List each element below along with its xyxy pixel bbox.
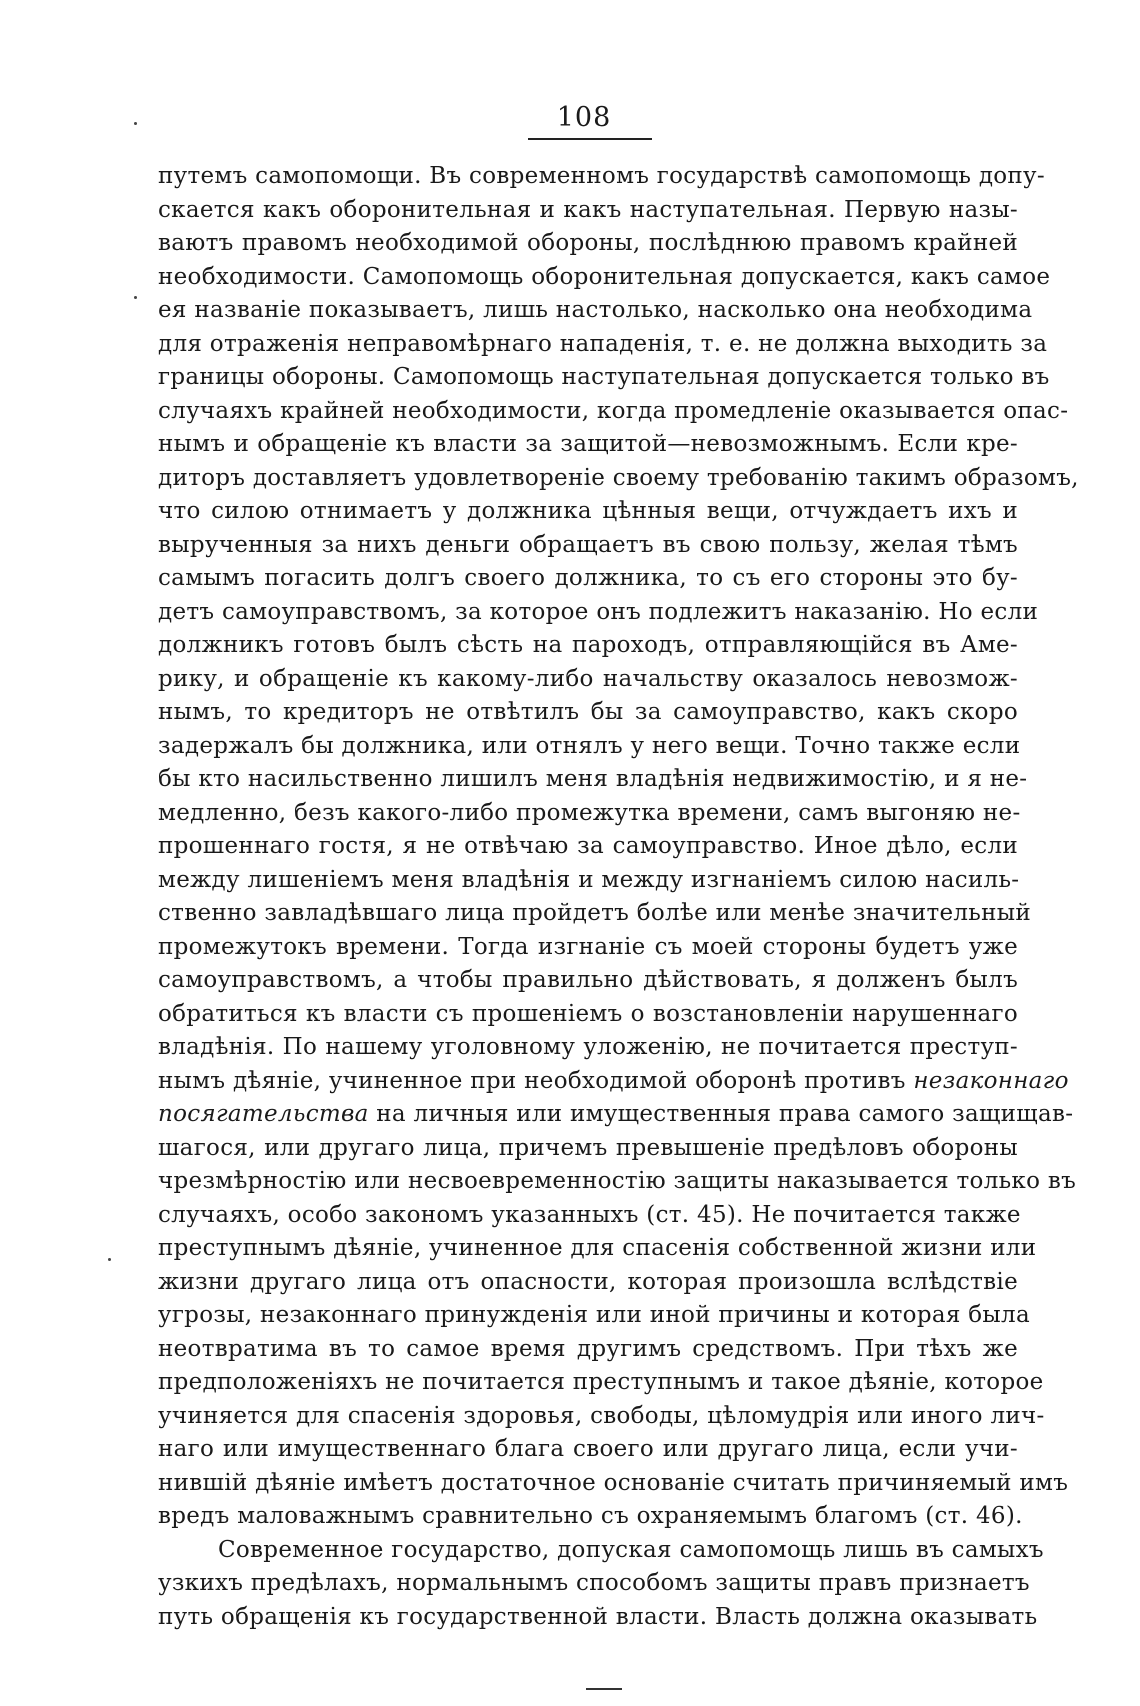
text-line: прошеннаго гостя, я не отвѣчаю за самоуправство. Иное дѣло, если [158, 833, 1018, 859]
text-line: случаяхъ, особо закономъ указанныхъ (ст. 45). Не почитается также [158, 1201, 1021, 1228]
text-line: чрезмѣрностію или несвоевременностію защиты наказывается только въ [158, 1168, 1077, 1194]
text-line: скается какъ оборонительная и какъ наступательная. Первую назы- [158, 196, 1018, 223]
scan-speck [134, 296, 137, 299]
page-number: 108 [556, 102, 612, 133]
text-line: нымъ, то кредиторъ не отвѣтилъ бы за самоуправство, какъ скоро [158, 699, 1018, 725]
text-line: необходимости. Самопомощь оборонительная допускается, какъ самое [158, 263, 1051, 290]
text-line: границы обороны. Самопомощь наступательная допускается только въ [158, 364, 1050, 390]
text-line: должникъ готовъ былъ сѣсть на пароходъ, отправляющійся въ Аме- [158, 632, 1018, 658]
page-number-rule [528, 138, 652, 140]
text-line: между лишеніемъ меня владѣнія и между изгнаніемъ силою насиль- [158, 866, 1020, 893]
text-line: детъ самоуправствомъ, за которое онъ подлежитъ наказанію. Но если [158, 598, 1039, 625]
body-text [158, 160, 1079, 1634]
text-line: медленно, безъ какого-либо промежутка времени, самъ выгоняю не- [158, 799, 1021, 826]
text-line: для отраженія неправомѣрнаго нападенія, т. е. не должна выходить за [158, 330, 1048, 357]
text-line: путемъ самопомощи. Въ современномъ государствѣ самопомощь допу- [158, 163, 1045, 189]
text-line: путь обращенія къ государственной власти. Власть должна оказывать [158, 1603, 1038, 1630]
text-line: самымъ погасить долгъ своего должника, то съ его стороны это бу- [158, 565, 1018, 591]
text-line: обратиться къ власти съ прошеніемъ о возстановленіи нарушеннаго [158, 1000, 1018, 1027]
text-line: задержалъ бы должника, или отнялъ у него вещи. Точно также если [158, 732, 1021, 759]
text-line: что силою отнимаетъ у должника цѣнныя вещи, отчуждаетъ ихъ и [158, 498, 1018, 524]
italic-term: посягательства [158, 1101, 369, 1127]
footer-mark [586, 1688, 622, 1690]
text-line: нившій дѣяніе имѣетъ достаточное основаніе считать причиняемый имъ [158, 1469, 1069, 1496]
text-line: Современное государство, допуская самопомощь лишь въ самыхъ [218, 1536, 1044, 1563]
text-line: наго или имущественнаго блага своего или другаго лица, если учи- [158, 1436, 1018, 1462]
text-line: диторъ доставляетъ удовлетвореніе своему требованію такимъ образомъ, [158, 464, 1079, 491]
text-line: учиняется для спасенія здоровья, свободы, цѣломудрія или иного лич- [158, 1402, 1045, 1429]
text-line: ея названіе показываетъ, лишь настолько, насколько она необходима [158, 297, 1033, 323]
text-line: неотвратима въ то самое время другимъ средствомъ. При тѣхъ же [158, 1335, 1018, 1362]
text-line: преступнымъ дѣяніе, учиненное для спасенія собственной жизни или [158, 1235, 1037, 1261]
text-line: жизни другаго лица отъ опасности, которая произошла вслѣдствіе [158, 1268, 1018, 1295]
text-line: ваютъ правомъ необходимой обороны, послѣднюю правомъ крайней [158, 230, 1018, 256]
text-line: случаяхъ крайней необходимости, когда промедленіе оказывается опас- [158, 397, 1069, 424]
text-line: вырученныя за нихъ деньги обращаетъ въ свою пользу, желая тѣмъ [158, 531, 1018, 558]
text-line: бы кто насильственно лишилъ меня владѣнія недвижимостію, и я не- [158, 766, 1028, 792]
text-line: нымъ дѣяніе, учиненное при необходимой оборонѣ противъ незаконнаго [158, 1067, 1069, 1094]
text-line: владѣнія. По нашему уголовному уложенію, не почитается преступ- [158, 1034, 1018, 1060]
text-line: угрозы, незаконнаго принужденія или иной причины и которая была [158, 1302, 1030, 1328]
text-line: самоуправствомъ, а чтобы правильно дѣйствовать, я долженъ былъ [158, 967, 1018, 993]
text-line: посягательства на личныя или имущественныя права самого защищав- [158, 1101, 1074, 1127]
text-line: рику, и обращеніе къ какому-либо начальству оказалось невозмож- [158, 665, 1018, 692]
text-line: промежутокъ времени. Тогда изгнаніе съ моей стороны будетъ уже [158, 933, 1018, 960]
text-line: ственно завладѣвшаго лица пройдетъ болѣе или менѣе значительный [158, 900, 1031, 926]
text-line: предположеніяхъ не почитается преступнымъ и такое дѣяніе, которое [158, 1369, 1044, 1395]
text-line: вредъ маловажнымъ сравнительно съ охраняемымъ благомъ (ст. 46). [158, 1503, 1023, 1529]
text-line: нымъ и обращеніе къ власти за защитой—невозможнымъ. Если кре- [158, 431, 1018, 457]
text-line: узкихъ предѣлахъ, нормальнымъ способомъ защиты правъ признаетъ [158, 1570, 1030, 1596]
scan-speck [108, 1258, 111, 1261]
italic-term: незаконнаго [913, 1067, 1069, 1094]
text-line: шагося, или другаго лица, причемъ превышеніе предѣловъ обороны [158, 1134, 1018, 1161]
scan-speck [134, 122, 137, 125]
